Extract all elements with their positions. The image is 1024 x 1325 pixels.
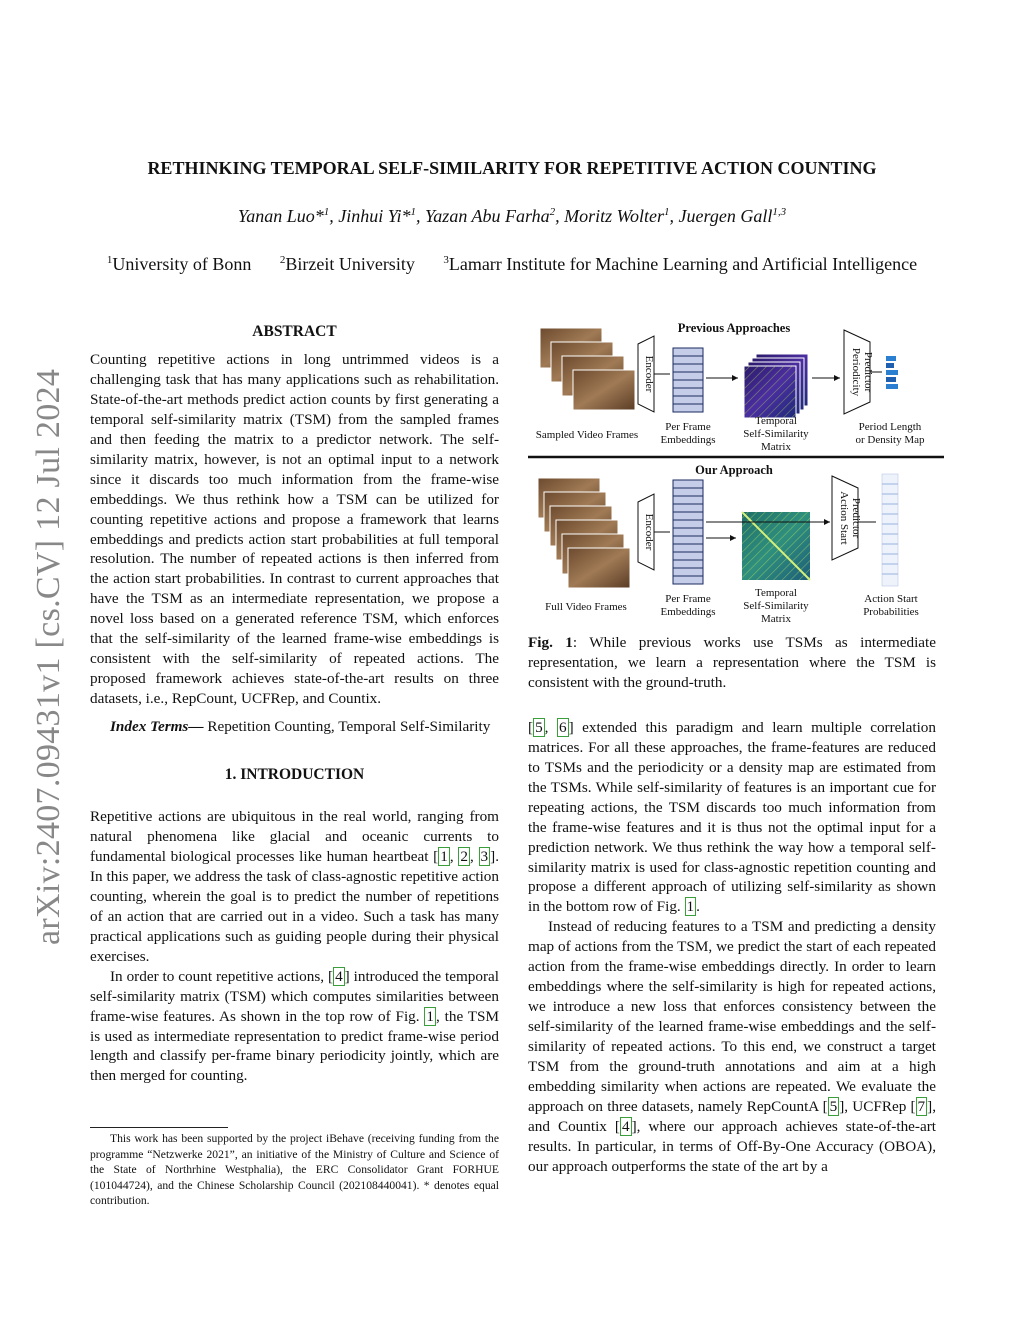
right-paragraph-1: [ 5 , 6 ] extended this paradigm and learn multiple correlation matrices. For all these approaches, the frame-features are reduced to TSMs and the periodicity or a density map are estimated from the TSMs. While self-similarity of features is an important cue for repeating actions, the TSM discards too much information from the frame-wise features and it is thus not the optimal input for a prediction network. We thus rethink the way how a temporal self-similarity matrix is used for class-agnostic repetition counting and propose a different approach of utilizing self-similarity as shown in the bottom row of Fig. 1 . [528, 718, 936, 916]
author: Yazan Abu Farha [424, 206, 550, 226]
arrow-head [732, 375, 738, 381]
text-run: ] introduced the temporal self-similarity matrix (TSM) which computes similarities between frame-wise features. As shown in the top row of Fig. [90, 967, 499, 1025]
action-start-output-bars [882, 474, 898, 586]
arrow-head [824, 519, 830, 525]
citation-link[interactable]: 7 [917, 1097, 926, 1115]
citation-link[interactable]: 3 [480, 847, 489, 865]
right-paragraph-2 [528, 917, 936, 1176]
figure-1 [528, 316, 944, 626]
author: Moritz Wolter [564, 206, 665, 226]
abstract-text: Counting repetitive actions in long untrimmed videos is a challenging task that has many applications such as rehabilitation. State-of-the-art methods predict action counts by first generating a temporal self-similarity matrix (TSM) from the sampled frames and then feeding the matrix to a predictor network. The self-similarity matrix, however, is not an optimal input to a network since it discards too much information from the frame-wise embeddings. We thus rethink how a TSM can be utilized for counting repetitive actions and propose a framework that learns embeddings and predicts action start probabilities at full temporal resolution. The number of repeated actions is then inferred from the action start probabilities. In contrast to current approaches that have the TSM as an intermediate representation, we propose a novel loss based on a generated reference TSM, which enforces that the self-similarity of the learned frame-wise embeddings is consistent with the self-similarity of repeated actions. The proposed framework achieves state-of-the-art results on three datasets, i.e., RepCount, UCFRep, and Countix. [90, 350, 499, 708]
action-start-predictor-label: Predictor [850, 497, 862, 539]
tsm-label: Self-Similarity [743, 600, 809, 612]
affil-sup: 1 [106, 254, 113, 266]
affil-sup: 2 [279, 254, 286, 266]
author-affil-sup: 1 [410, 206, 416, 218]
tsm-label: Matrix [761, 613, 791, 625]
figure-link[interactable]: 1 [686, 898, 695, 916]
citation-link[interactable]: 5 [535, 718, 543, 736]
author-list: Yanan Luo*$^1$, Jinhui Yi*$^1$, Yazan Abu Farha$^2$, Moritz Wolter$^1$, Juergen Gall$^{1,3}$ [237, 206, 787, 226]
author: Juergen Gall [678, 206, 773, 226]
tsm-stack-previous [744, 354, 808, 418]
intro-heading: 1. INTRODUCTION [224, 766, 365, 784]
left-column [90, 322, 499, 1086]
footnote [90, 1131, 499, 1209]
period-output-bars [886, 356, 898, 389]
intro-paragraph-1: Repetitive actions are ubiquitous in the real world, ranging from natural phenomena like glacial and oceanic currents to fundamental biological processes like human heartbeat [ 1 , 2 , 3 ]. In this paper, we address the task of class-agnostic repetitive action counting, wherein the goal is to predict the number of repetitions of an action that are carried out in a video. Such a task has many practical applications such as guiding people during their physical exercises. [90, 808, 499, 965]
affil-name: Lamarr Institute for Machine Learning and Artificial Intelligence [448, 254, 918, 274]
embedding-stack [673, 348, 703, 412]
abstract-heading: ABSTRACT [252, 323, 337, 340]
full-video-frames [538, 478, 630, 588]
author: Jinhui Yi* [338, 206, 411, 226]
period-output-label: Period Length [858, 421, 922, 433]
figure-heading-ours: Our Approach [695, 463, 773, 477]
affiliation [443, 254, 917, 274]
periodicity-predictor-label: Periodicity [850, 347, 862, 397]
embedding-stack-long [673, 480, 703, 584]
index-terms-text: Repetition Counting, Temporal Self-Similarity [203, 718, 491, 736]
text-run: ] extended this paradigm and learn multiple correlation matrices. For all these approaches, the frame-features are reduced to TSMs and the periodicity or a density map are estimated from the TSMs. While self-similarity of features is an important cue for repeating actions, the TSM discards too much information from the frame-wise features and it is thus not the optimal input for a prediction network. We thus rethink the way how a temporal self-similarity matrix is used for class-agnostic repetition counting and propose a different approach of utilizing self-similarity as shown in the bottom row of Fig. [528, 718, 936, 916]
intro-paragraph-2 [90, 967, 499, 1087]
figure-heading-previous: Previous Approaches [677, 321, 791, 335]
tsm-label: Self-Similarity [743, 428, 809, 440]
sampled-frames-label: Sampled Video Frames [535, 429, 639, 441]
full-frames-label: Full Video Frames [545, 601, 627, 613]
author-affil-sup: 2 [549, 206, 556, 218]
author-affil-sup: 1 [323, 206, 330, 218]
citation-link[interactable]: 4 [335, 967, 343, 985]
right-column [528, 633, 936, 1177]
tsm-label: Temporal [755, 415, 797, 427]
text-run: ]. In this paper, we address the task of class-agnostic repetitive action counting, wherein the goal is to predict the number of repetitions of an action that are carried out in a video. Such a task has many practical applications such as guiding people during their physical exercises. [90, 847, 499, 965]
encoder-label: Encoder [643, 355, 655, 393]
paper-title: RETHINKING TEMPORAL SELF-SIMILARITY FOR REPETITIVE ACTION COUNTING [147, 158, 877, 178]
index-terms-label: Index Terms— [110, 718, 204, 736]
citation-link[interactable]: 2 [460, 847, 468, 865]
per-frame-emb-label: Per Frame [665, 421, 711, 433]
arrow-head [834, 375, 840, 381]
citation-link[interactable]: 5 [829, 1097, 838, 1115]
figure-caption [528, 633, 936, 693]
text-run: In order to count repetitive actions, [ [110, 967, 334, 985]
affil-name: Birzeit University [285, 254, 415, 274]
text-run: ], and Countix [ [528, 1097, 936, 1135]
encoder-label: Encoder [643, 513, 655, 551]
figure-link[interactable]: 1 [426, 1007, 434, 1025]
arxiv-identifier: arXiv:2407.09431v1 [cs.CV] 12 Jul 2024 [30, 368, 67, 945]
affil-name: University of Bonn [112, 254, 252, 274]
text-run: , the TSM is used as intermediate representation to predict frame-wise period length and classify per-frame binary periodicity jointly, which are then merged for counting. [90, 1007, 499, 1085]
tsm-label: Matrix [761, 441, 791, 453]
arrow-head [730, 535, 736, 541]
author-affil-sup: 1 [664, 206, 670, 218]
affiliation [107, 254, 252, 274]
action-start-predictor-label: Action Start [838, 491, 850, 545]
citation-link[interactable]: 1 [440, 847, 448, 865]
text-run: Instead of reducing features to a TSM and predicting a density map of actions from the TSM, we predict the start of each repeated action from the frame-wise embeddings directly. In order to learn embeddings where the self-similarity is high for repeated actions, we introduce a new loss that enforces consistency between the self-similarity of the learned frame-wise embeddings and the self-similarity of repeated actions. To this end, we construct a target TSM from the ground-truth annotations and aim at a high embedding similarity when actions are repeated. We evaluate the approach on three datasets, namely RepCountA [ [528, 918, 936, 1115]
caption-label: Fig. 1 [528, 634, 573, 651]
author: Yanan Luo* [237, 206, 324, 226]
text-run: ], where our approach achieves state-of-the-art results. In particular, in terms of Off-By-One Accuracy (OBOA), our approach outperforms the state of the art by a [528, 1117, 936, 1175]
citation-link[interactable]: 4 [621, 1117, 630, 1135]
start-output-label: Probabilities [863, 606, 919, 618]
footnote-rule [90, 1127, 228, 1128]
per-frame-emb-label: Embeddings [660, 606, 716, 618]
tsm-label: Temporal [755, 587, 797, 599]
per-frame-emb-label: Embeddings [660, 434, 716, 446]
periodicity-predictor-label: Predictor [862, 351, 874, 393]
text-run: ], UCFRep [ [839, 1097, 916, 1115]
start-output-label: Action Start [864, 593, 918, 605]
caption-text: : While previous works use TSMs as intermediate representation, we learn a representation where the TSM is consistent with the ground-truth. [528, 634, 936, 691]
affiliations [0, 254, 1024, 275]
affil-sup: 3 [443, 254, 449, 266]
citation-link[interactable]: 6 [558, 718, 567, 736]
footnote-text: This work has been supported by the project iBehave (receiving funding from the programme “Netzwerke 2021”, an initiative of the Ministry of Culture and Science of the State of Northrhine Westphalia), the ERC Consolidator Grant FORHUE (101044724), and the Chinese Scholarship Council (202108440041). * denotes equal contribution. [90, 1132, 499, 1208]
text-run: Repetitive actions are ubiquitous in the real world, ranging from natural phenomena like glacial and oceanic currents to fundamental biological processes like human heartbeat [ [90, 808, 499, 865]
affiliation [280, 254, 415, 274]
sampled-video-frames [540, 328, 635, 410]
index-terms [90, 717, 499, 737]
per-frame-emb-label: Per Frame [665, 593, 711, 605]
period-output-label: or Density Map [855, 434, 925, 446]
author-affil-sup: 1,3 [772, 206, 787, 218]
